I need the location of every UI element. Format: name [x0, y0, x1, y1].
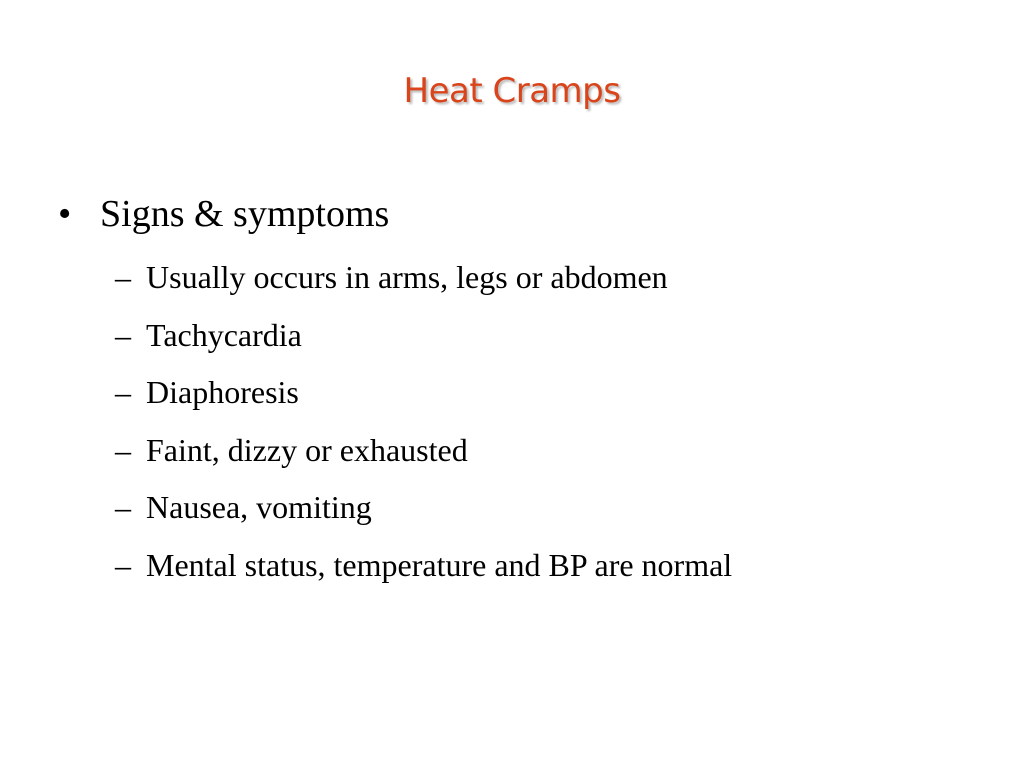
symptom-item [115, 479, 732, 537]
dash-marker: – [115, 431, 131, 468]
symptom-text: Diaphoresis [146, 374, 299, 410]
symptom-list [115, 249, 732, 594]
symptom-text: Usually occurs in arms, legs or abdomen [146, 259, 668, 295]
symptom-item [115, 537, 732, 595]
bullet-marker: • [58, 193, 72, 235]
symptom-text: Nausea, vomiting [146, 489, 372, 525]
symptom-text: Mental status, temperature and BP are normal [146, 546, 733, 583]
main-bullet-text: Signs & symptoms [100, 193, 390, 235]
symptom-item [115, 249, 732, 307]
dash-marker: – [115, 259, 131, 295]
symptom-item [115, 422, 732, 480]
dash-marker: – [115, 489, 131, 525]
dash-marker: – [115, 374, 131, 410]
dash-marker: – [115, 546, 131, 583]
slide-title: Heat Cramps [403, 71, 621, 111]
symptom-text: Faint, dizzy or exhausted [146, 431, 468, 468]
symptom-item [115, 307, 732, 365]
symptom-text: Tachycardia [146, 316, 302, 353]
main-bullet-item [58, 188, 389, 240]
dash-marker: – [115, 316, 131, 353]
symptom-item [115, 364, 732, 422]
